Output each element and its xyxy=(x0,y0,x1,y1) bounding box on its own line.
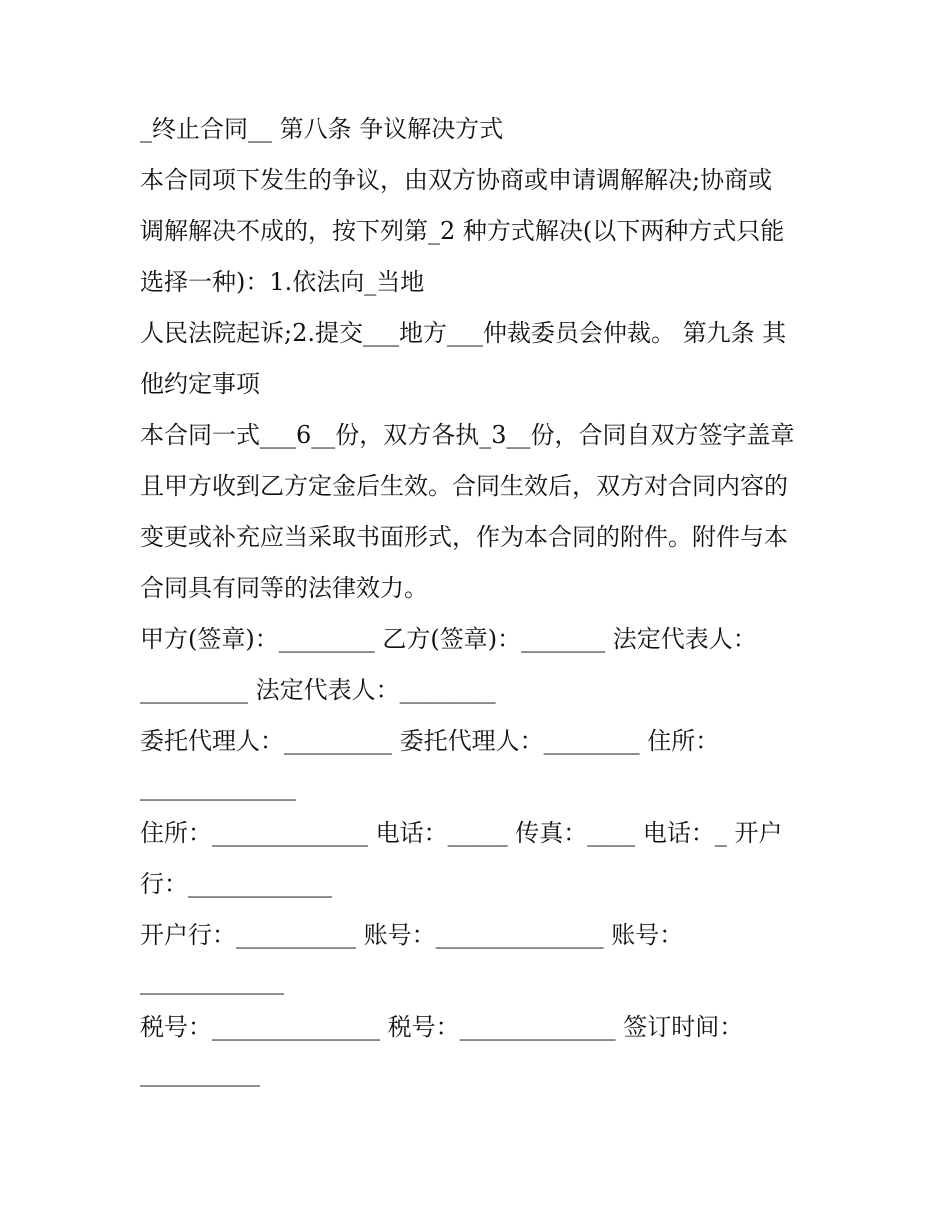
date-blank-line: __________ xyxy=(140,1059,260,1087)
copies-clause-line-2: 且甲方收到乙方定金后生效。合同生效后，双方对合同内容的 xyxy=(140,472,788,500)
copies-clause-line-3: 变更或补充应当采取书面形式，作为本合同的附件。附件与本 xyxy=(140,523,788,551)
signature-party-line: 甲方(签章)：________ 乙方(签章)：_______ 法定代表人： xyxy=(140,625,757,653)
dispute-clause-line-2: 调解解决不成的，按下列第_2 种方式解决(以下两种方式只能 xyxy=(140,217,785,245)
bank-line-1: 行：____________ xyxy=(140,870,332,898)
address-phone-fax-line: 住所：_____________ 电话：_____ 传真：____ 电话：_ 开户 xyxy=(140,819,783,847)
dispute-clause-line-4: 人民法院起诉;2.提交___地方___仲裁委员会仲裁。 第九条 其 xyxy=(140,319,787,347)
article-9-heading-continued: 他约定事项 xyxy=(140,370,260,398)
dispute-clause-line-3: 选择一种)：1.依法向_当地 xyxy=(140,268,425,296)
address-blank-line: _____________ xyxy=(140,773,296,801)
tax-date-line: 税号：______________ 税号：_____________ 签订时间： xyxy=(140,1013,744,1041)
copies-clause-line-1: 本合同一式___6__份，双方各执_3__份，合同自双方签字盖章 xyxy=(140,421,795,449)
agent-line: 委托代理人：_________ 委托代理人：________ 住所： xyxy=(140,727,720,755)
article-8-heading: _终止合同__ 第八条 争议解决方式 xyxy=(140,115,504,143)
dispute-clause-line-1: 本合同项下发生的争议，由双方协商或申请调解解决;协商或 xyxy=(140,166,773,194)
bank-account-line: 开户行：__________ 账号：______________ 账号： xyxy=(140,921,684,949)
copies-clause-line-4: 合同具有同等的法律效力。 xyxy=(140,574,428,602)
legal-representative-line: _________ 法定代表人：________ xyxy=(140,676,496,704)
account-blank-line: ____________ xyxy=(140,967,284,995)
